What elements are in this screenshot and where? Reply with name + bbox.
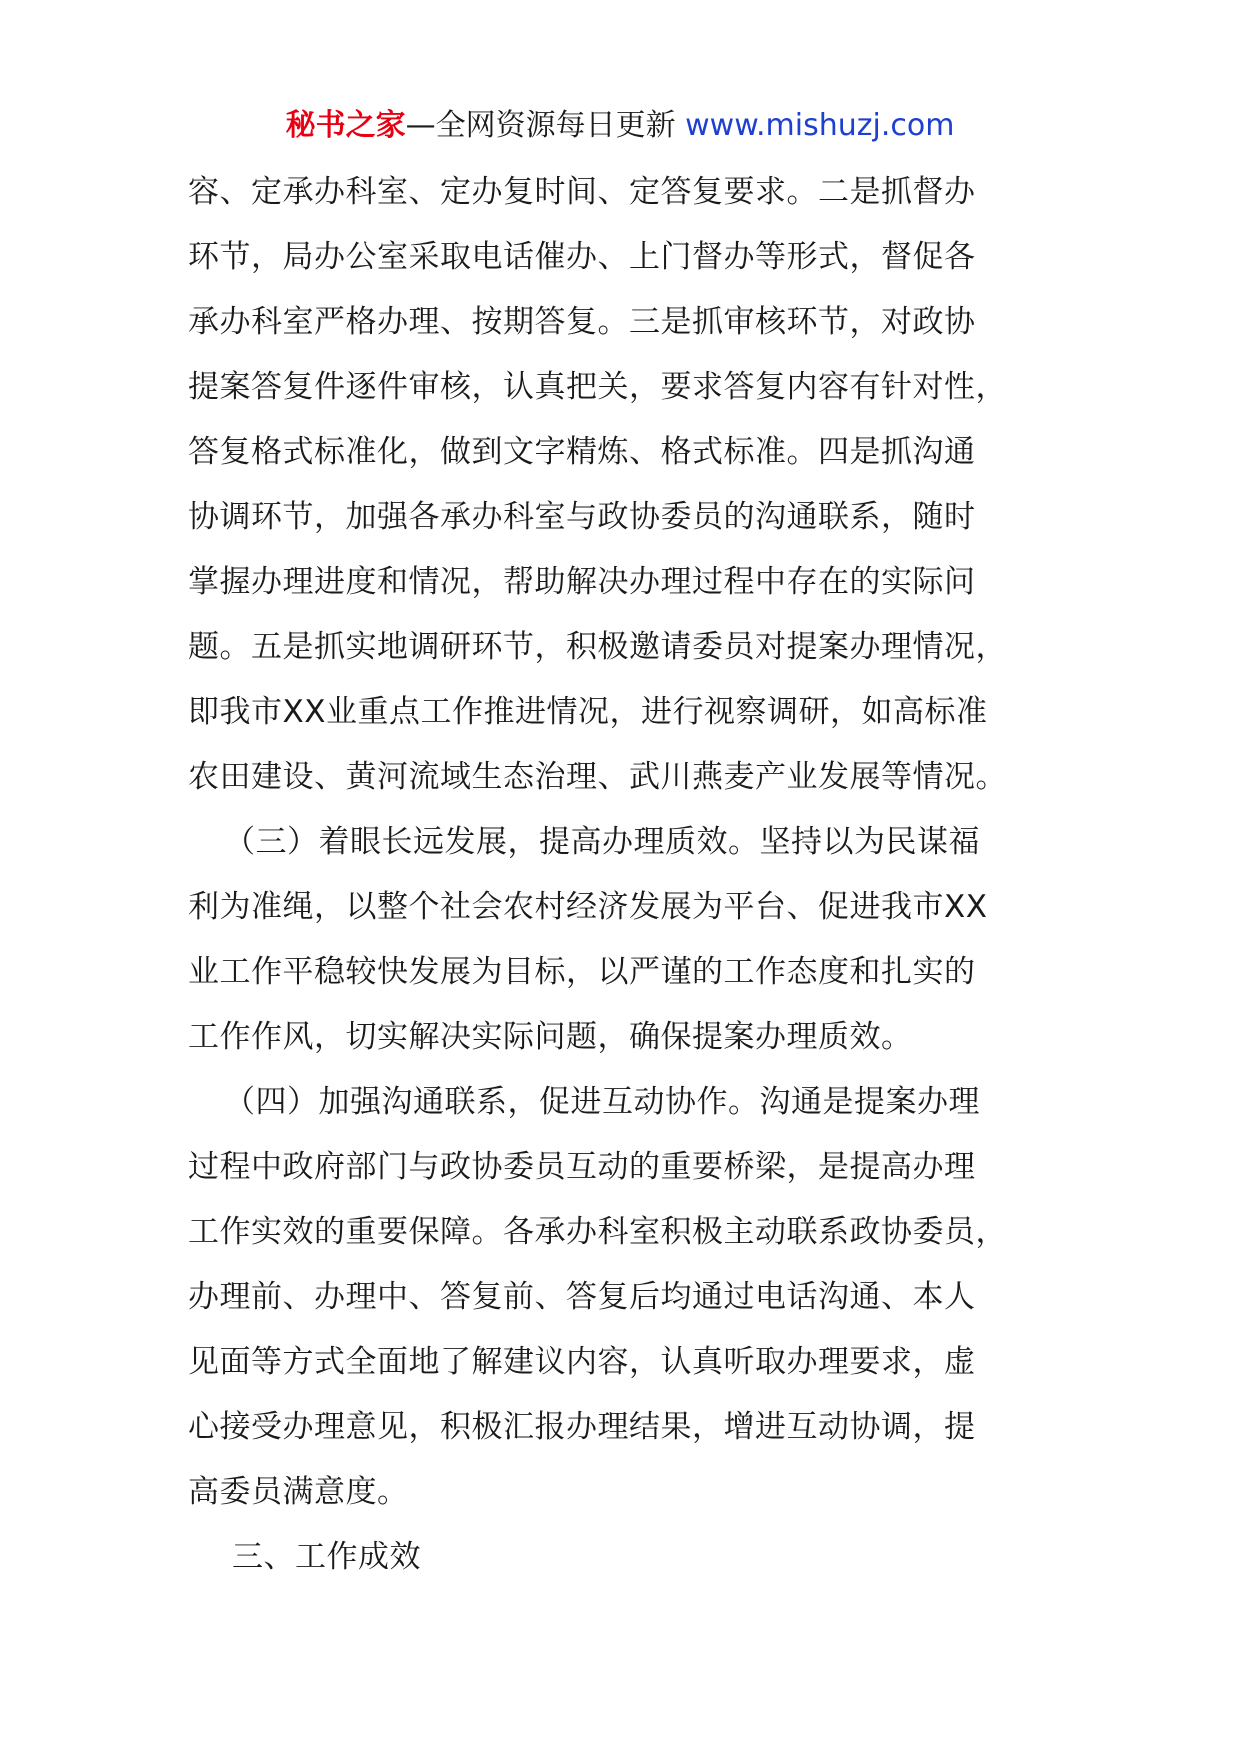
text-line: 高委员满意度。 [188, 1474, 409, 1510]
text-line: 业工作平稳较快发展为目标，以严谨的工作态度和扎实的 [188, 954, 976, 990]
text-line: 答复格式标准化，做到文字精炼、格式标准。四是抓沟通 [188, 434, 976, 470]
text-line: 掌握办理进度和情况，帮助解决办理过程中存在的实际问 [188, 564, 976, 600]
text-line: 提案答复件逐件审核，认真把关，要求答复内容有针对性， [188, 369, 1007, 405]
text-line: 即我市XX业重点工作推进情况，进行视察调研，如高标准 [188, 694, 988, 730]
text-line: 题。五是抓实地调研环节，积极邀请委员对提案办理情况， [188, 629, 1007, 665]
header-brand: 秘书之家 [285, 108, 406, 143]
section-three-heading-line: （三）着眼长远发展，提高办理质效。坚持以为民谋福 [224, 824, 980, 860]
text-line: 承办科室严格办理、按期答复。三是抓审核环节，对政协 [188, 304, 976, 340]
section-heading-results: 三、工作成效 [232, 1539, 421, 1575]
text-line: 工作实效的重要保障。各承办科室积极主动联系政协委员， [188, 1214, 1007, 1250]
document-body [188, 160, 1068, 1590]
page-header [0, 104, 1240, 148]
text-line: 利为准绳，以整个社会农村经济发展为平台、促进我市XX [188, 889, 988, 925]
text-line: 办理前、办理中、答复前、答复后均通过电话沟通、本人 [188, 1279, 976, 1315]
text-line: 容、定承办科室、定办复时间、定答复要求。二是抓督办 [188, 174, 976, 210]
text-line: 协调环节，加强各承办科室与政协委员的沟通联系，随时 [188, 499, 976, 535]
text-line: 见面等方式全面地了解建议内容，认真听取办理要求，虚 [188, 1344, 976, 1380]
text-line: 工作作风，切实解决实际问题，确保提案办理质效。 [188, 1019, 913, 1055]
text-line: 农田建设、黄河流域生态治理、武川燕麦产业发展等情况。 [188, 759, 1007, 795]
section-four-heading-line: （四）加强沟通联系，促进互动协作。沟通是提案办理 [224, 1084, 980, 1120]
text-line: 过程中政府部门与政协委员互动的重要桥梁，是提高办理 [188, 1149, 976, 1185]
header-url-link[interactable]: www.mishuzj.com [685, 108, 955, 143]
text-line: 环节，局办公室采取电话催办、上门督办等形式，督促各 [188, 239, 976, 275]
text-line: 心接受办理意见，积极汇报办理结果，增进互动协调，提 [188, 1409, 976, 1445]
header-tagline: —全网资源每日更新 [405, 108, 686, 143]
